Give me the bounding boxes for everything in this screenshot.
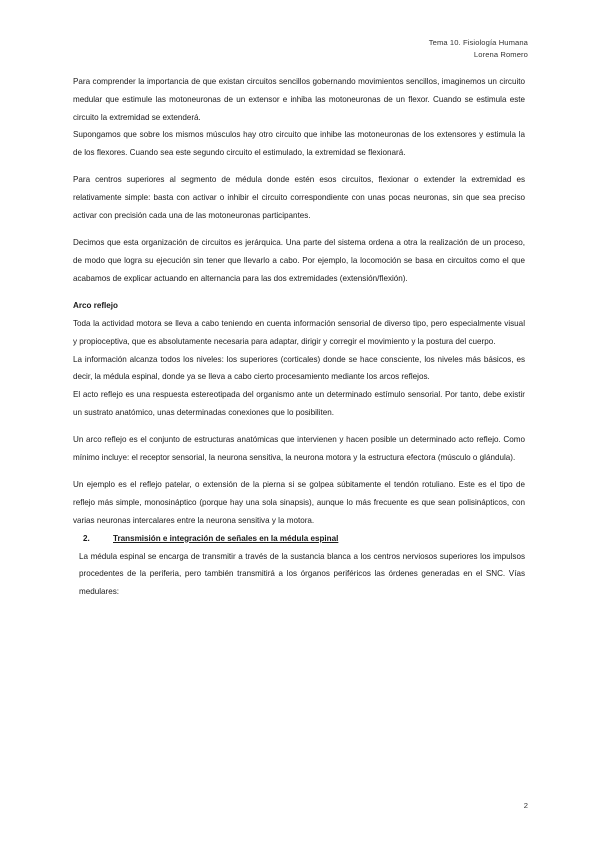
paragraph-patellar-example: Un ejemplo es el reflejo patelar, o extensión de la pierna si se golpea súbitamente el tendón rotuliano. Este es el tipo de reflejo más simple, monosináptico (porque hay una sola sinapsis), aunque lo más frecuente es que sean polisinápticos, con varias neuronas intercalares entre la neurona sensitiva y la motora. — [73, 480, 525, 526]
paragraph-spinal-transmission: La médula espinal se encarga de transmitir a través de la sustancia blanca a los centros nerviosos superiores los impulsos procedentes de la periferia, pero también transmitirá a los órganos periféricos las órdenes generadas en el SNC. Vías medulares: — [79, 551, 525, 597]
section-title: Transmisión e integración de señales en la médula espinal — [113, 533, 339, 543]
header-author: Lorena Romero — [473, 50, 528, 59]
paragraph-hierarchy: Decimos que esta organización de circuitos es jerárquica. Una parte del sistema ordena a otra la realización de un proceso, de modo que logra su ejecución sin tener que llevarlo a cabo. Por ejemplo, la locomoción se basa en circuitos como el que acabamos de explicar actuando en alternancia para las dos extremidades (extensión/flexión). — [73, 238, 525, 283]
subheading-arco-reflejo: Arco reflejo — [73, 301, 118, 311]
section-number: 2. — [83, 533, 90, 543]
page-header — [429, 37, 528, 61]
paragraph-motor-activity: Toda la actividad motora se lleva a cabo teniendo en cuenta información sensorial de diverso tipo, pero especialmente visual y propioceptiva, que es absolutamente necesaria para adaptar, dirigir y corregir el movimiento y la postura del cuerpo. — [73, 319, 525, 346]
paragraph-higher-centers: Para centros superiores al segmento de médula donde estén esos circuitos, flexionar o extender la extremidad es relativamente simple: basta con activar o inhibir el circuito correspondiente con unas pocas neuronas, sin que sea preciso activar con precisión cada una de las motoneuronas participantes. — [73, 175, 525, 221]
paragraph-reflex-act: El acto reflejo es una respuesta estereotipada del organismo ante un determinado estímulo sensorial. Por tanto, debe existir un sustrato anatómico, unas determinadas conexiones que lo posibiliten. — [73, 390, 525, 418]
header-topic: Tema 10. Fisiología Humana — [428, 38, 528, 47]
paragraph-information-levels: La información alcanza todos los niveles: los superiores (corticales) donde se hace consciente, los niveles más básicos, es decir, la médula espinal, donde ya se lleva a cabo cierto procesamiento mediante los arcos reflejos. — [73, 354, 525, 382]
document-body — [73, 73, 525, 601]
paragraph-reflex-arc: Un arco reflejo es el conjunto de estructuras anatómicas que intervienen y hacen posible un determinado acto reflejo. Como mínimo incluye: el receptor sensorial, la neurona sensitiva, la neurona motora y la estructura efectora (músculo o glándula). — [73, 435, 525, 463]
paragraph-circuit-extensor: Para comprender la importancia de que existan circuitos sencillos gobernando movimientos sencillos, imaginemos un circuito medular que estimule las motoneuronas de un extensor e inhiba las motoneuronas de un flexor. Cuando se estimula este circuito la extremidad se extenderá. — [73, 77, 525, 122]
paragraph-circuit-flexor: Supongamos que sobre los mismos músculos hay otro circuito que inhibe las motoneuronas de los extensores y estimula la de los flexores. Cuando sea este segundo circuito el estimulado, la extremidad se flexionará. — [73, 130, 525, 158]
section-heading — [73, 530, 525, 548]
page-number: 2 — [523, 801, 528, 810]
